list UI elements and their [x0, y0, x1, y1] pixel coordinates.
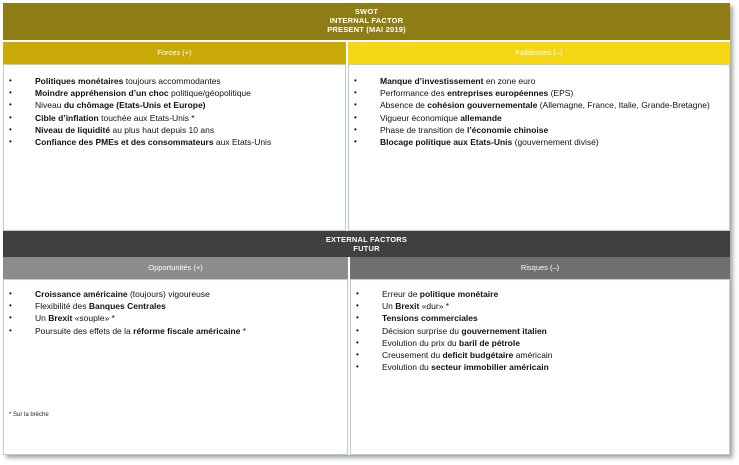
list-item: [349, 136, 716, 148]
futur-label: FUTUR: [353, 244, 380, 253]
list-item: [349, 112, 716, 124]
item-text: *: [240, 325, 247, 336]
list-item: [349, 75, 716, 87]
item-text: Performance des: [380, 88, 448, 99]
item-emphasis: Confiance des PMEs et des consommateurs: [35, 137, 214, 148]
item-text: Creusement du: [382, 350, 443, 361]
item-text: Phase de transition de: [380, 124, 467, 135]
list-item: [349, 87, 716, 99]
opportunites-header: Opportunités (+): [3, 257, 348, 279]
item-emphasis: Cible d’inflation: [35, 112, 99, 123]
internal-factor-header: [3, 3, 730, 40]
item-emphasis: Brexit: [395, 301, 420, 312]
item-emphasis: Banques Centrales: [88, 301, 166, 312]
list-item: [351, 300, 559, 312]
item-text: Décision surprise du: [382, 325, 462, 336]
item-text: au plus haut depuis 10 ans: [110, 124, 215, 135]
item-emphasis: politique monétaire: [419, 289, 499, 299]
item-emphasis: Moindre appréhension d’un choc: [35, 88, 169, 99]
item-emphasis: Blocage politique aux Etats-Unis: [380, 137, 513, 148]
list-item: [351, 337, 559, 349]
list-item: [4, 136, 277, 148]
list-item: [4, 87, 277, 99]
item-emphasis: Niveau de liquidité: [35, 124, 111, 135]
item-emphasis: l’économie chinoise: [466, 124, 549, 135]
item-text: Un: [35, 313, 49, 324]
item-emphasis: entreprises européennes: [447, 88, 549, 99]
item-text: Evolution du prix du: [382, 337, 460, 348]
list-item: [4, 124, 277, 136]
item-emphasis: cohésion gouvernementale: [427, 100, 538, 111]
external-factors-title: EXTERNAL FACTORS: [325, 235, 408, 244]
risques-header: Risques (–): [350, 257, 730, 279]
item-text: «dur» *: [419, 301, 450, 312]
item-emphasis: Croissance américaine: [35, 289, 128, 299]
item-emphasis: Manque d’investissement: [380, 76, 484, 86]
list-item: [349, 124, 716, 136]
faiblesses-header: Faiblesses (–): [348, 42, 730, 64]
item-text: (toujours) vigoureuse: [127, 289, 210, 299]
item-text: en zone euro: [483, 76, 536, 86]
list-item: [4, 112, 277, 124]
item-emphasis: Politiques monétaires: [35, 76, 124, 86]
item-text: Absence de: [380, 100, 428, 111]
internal-factor-title: INTERNAL FACTOR: [329, 16, 404, 25]
risques-list: [351, 288, 559, 373]
item-emphasis: Brexit: [48, 313, 73, 324]
footnote: * Sur la brèche: [9, 412, 49, 418]
list-item: [351, 361, 559, 373]
item-emphasis: gouvernement italien: [461, 325, 547, 336]
item-text: (gouvernement divisé): [512, 137, 599, 148]
forces-header: Forces (+): [3, 42, 346, 64]
item-text: Poursuite des effets de la: [35, 325, 134, 336]
list-item: [4, 99, 277, 111]
item-emphasis: secteur immobilier américain: [431, 362, 549, 373]
swot-matrix: [3, 3, 730, 455]
item-emphasis: du chômage (Etats-Unis et Europe): [63, 100, 206, 111]
item-text: Un: [382, 301, 396, 312]
list-item: [351, 349, 559, 361]
list-item: [351, 325, 559, 337]
faiblesses-panel: [348, 64, 730, 231]
item-text: (EPS): [548, 88, 574, 99]
list-item: [351, 288, 559, 300]
list-item: [4, 325, 252, 337]
item-text: Niveau: [35, 100, 64, 111]
list-item: [349, 99, 716, 111]
item-text: américain: [513, 350, 553, 361]
item-text: politique/géopolitique: [168, 88, 251, 99]
item-text: Erreur de: [382, 289, 420, 299]
item-text: «souple» *: [72, 313, 115, 324]
list-item: [4, 75, 277, 87]
item-text: touchée aux Etats-Unis *: [98, 112, 195, 123]
external-factors-header: [3, 231, 730, 257]
opportunites-panel: [3, 279, 348, 455]
item-text: aux Etats-Unis: [213, 137, 272, 148]
list-item: [4, 300, 252, 312]
forces-list: [4, 75, 277, 148]
list-item: [4, 312, 252, 324]
item-text: toujours accommodantes: [123, 76, 221, 86]
item-emphasis: allemande: [460, 112, 502, 123]
swot-title: SWOT: [354, 7, 379, 16]
list-item: [4, 288, 252, 300]
item-emphasis: réforme fiscale américaine: [133, 325, 241, 336]
item-emphasis: deficit budgétaire: [442, 350, 514, 361]
list-item: [351, 312, 559, 324]
item-text: Flexibilité des: [35, 301, 89, 312]
opportunites-list: [4, 288, 252, 337]
item-text: (Allemagne, France, Italie, Grande-Bretagne): [537, 100, 710, 111]
risques-panel: [350, 279, 730, 455]
faiblesses-list: [349, 75, 716, 148]
forces-panel: [3, 64, 346, 231]
item-text: Evolution du: [382, 362, 432, 373]
item-emphasis: Tensions commerciales: [382, 313, 478, 324]
item-text: Vigueur économique: [380, 112, 461, 123]
present-date-label: PRESENT (MAI 2019): [327, 25, 406, 34]
item-emphasis: baril de pétrole: [459, 337, 520, 348]
